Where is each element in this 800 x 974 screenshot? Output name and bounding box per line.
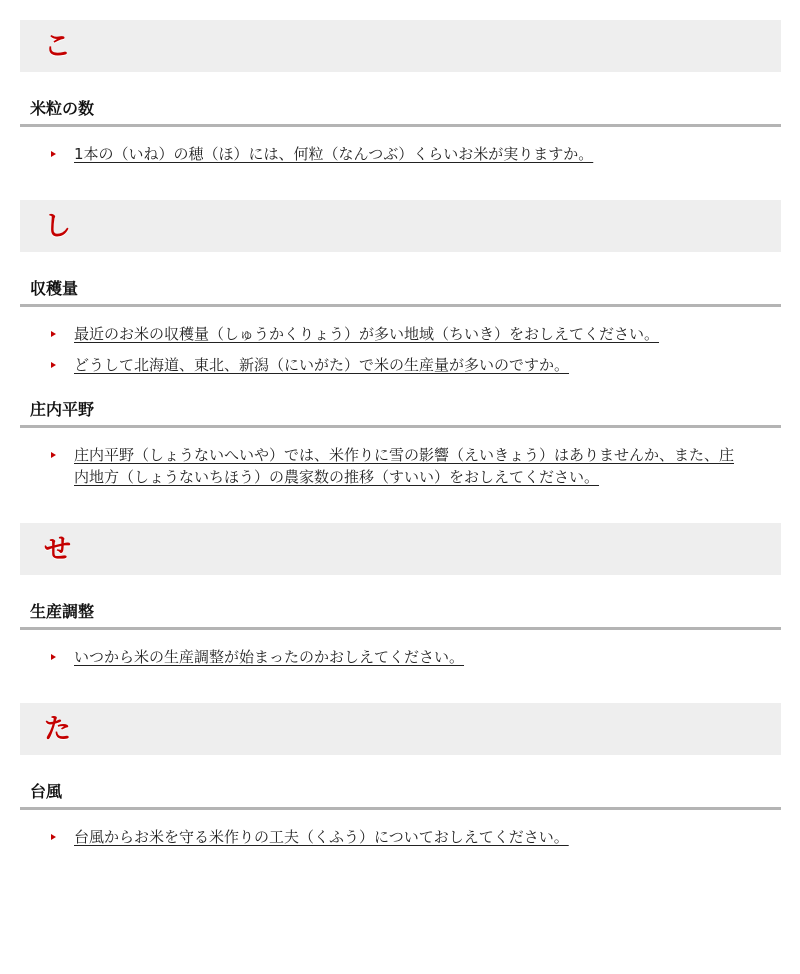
question-link[interactable]: 庄内平野（しょうないへいや）では、米作りに雪の影響（えいきょう）はありませんか、また、庄内地方（しょうないちほう）の農家数の推移（すいい）をおしえてください。: [74, 446, 735, 486]
question-list: [20, 127, 781, 178]
topic-block: [20, 755, 781, 861]
list-item: [20, 323, 781, 345]
question-list: [20, 307, 781, 389]
topic-title: 米粒の数: [20, 94, 781, 127]
question-link[interactable]: 台風からお米を守る米作りの工夫（くふう）についておしえてください。: [74, 828, 569, 846]
topic-block: [20, 252, 781, 389]
list-item: [20, 826, 781, 848]
kana-header-band: [20, 703, 781, 755]
kana-header-band: [20, 200, 781, 252]
list-item: [20, 143, 781, 165]
triangle-right-icon: [51, 151, 56, 157]
topic-title: 庄内平野: [20, 395, 781, 428]
spacer: [0, 501, 800, 523]
spacer: [0, 681, 800, 703]
kana-heading: こ: [44, 30, 71, 62]
question-link[interactable]: 最近のお米の収穫量（しゅうかくりょう）が多い地域（ちいき）をおしえてください。: [74, 325, 660, 343]
section-ta: [0, 703, 800, 861]
question-link[interactable]: どうして北海道、東北、新潟（にいがた）で米の生産量が多いのですか。: [74, 356, 570, 374]
kana-heading: せ: [44, 533, 71, 565]
list-item: [20, 354, 781, 376]
question-list: [20, 428, 781, 501]
topic-block: [20, 389, 781, 501]
topic-block: [20, 72, 781, 178]
kana-heading: し: [44, 210, 71, 242]
spacer: [0, 178, 800, 200]
triangle-right-icon: [51, 362, 56, 368]
question-list: [20, 810, 781, 861]
section-ko: [0, 20, 800, 200]
kana-heading: た: [44, 713, 71, 745]
triangle-right-icon: [51, 654, 56, 660]
question-link[interactable]: いつから米の生産調整が始まったのかおしえてください。: [74, 648, 465, 666]
section-shi: [0, 200, 800, 523]
list-item: [20, 444, 781, 488]
kana-header-band: [20, 523, 781, 575]
triangle-right-icon: [51, 331, 56, 337]
topic-title: 生産調整: [20, 597, 781, 630]
section-se: [0, 523, 800, 703]
question-list: [20, 630, 781, 681]
triangle-right-icon: [51, 452, 56, 458]
topic-title: 台風: [20, 777, 781, 810]
topic-block: [20, 575, 781, 681]
list-item: [20, 646, 781, 668]
kana-header-band: [20, 20, 781, 72]
topic-title: 収穫量: [20, 274, 781, 307]
question-link[interactable]: 1本の（いね）の穂（ほ）には、何粒（なんつぶ）くらいお米が実りますか。: [74, 145, 594, 163]
triangle-right-icon: [51, 834, 56, 840]
